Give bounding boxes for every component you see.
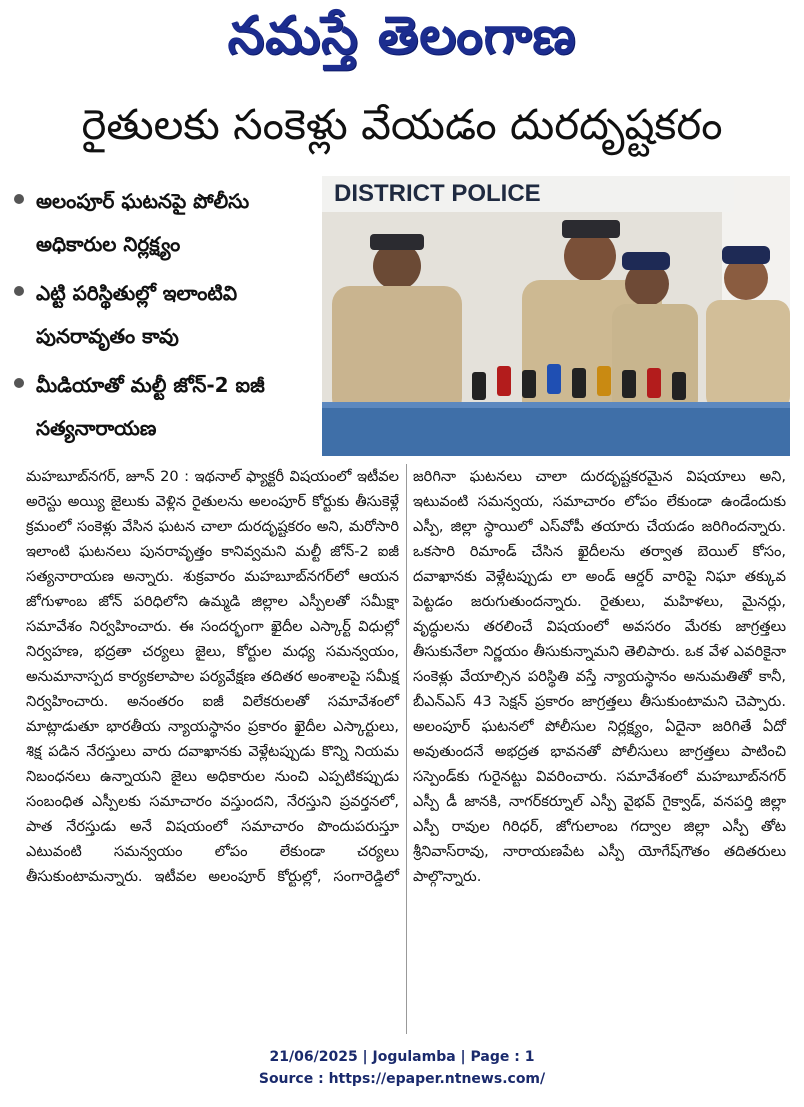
police-officers-illustration bbox=[322, 176, 790, 456]
photo-banner-text: DISTRICT POLICE bbox=[322, 176, 734, 212]
article-body bbox=[26, 464, 786, 1034]
masthead-title: నమస్తే తెలంగాణ bbox=[227, 6, 577, 66]
bullet-text: అలంపూర్ ఘటనపై పోలీసు అధికారుల నిర్లక్ష్యం bbox=[36, 189, 250, 256]
article-text: మహబూబ్‌నగర్, జూన్ 20 : ఇథనాల్ ఫ్యాక్టరీ విషయంలో ఇటీవల అరెస్టు అయ్యి జైలుకు వెళ్లిన రైతులను అలంపూర్ కోర్టుకు తీసుకెళ్లే క్రమంలో సంకెళ్లు వేసిన ఘటన చాలా దురదృష్టకరం అని, మరోసారి ఇలాంటి ఘటనలు పునరావృత్తం కానివ్వమని మల్టీ జోన్-2 ఐజీ సత్యనారాయణ అన్నారు. శుక్రవారం మహబూబ్‌నగర్‌లో ఆయన జోగుళాంబ జోన్ పరిధిలోని ఉమ్మడి జిల్లాల ఎస్పీలతో సమీక్షా సమావేశం నిర్వహించారు. ఈ సందర్భంగా ఖైదీల ఎస్కార్ట్ విధుల్లో నిర్వహణ, భద్రతా చర్యలు జైలు, కోర్టుల మధ్య సమన్వయం, అనుమానాస్పద కార్యకలాపాల పర్యవేక్షణ తదితర అంశాలపై సమీక్ష నిర్వహించారు. అనంతరం ఐజీ విలేకరులతో సమావేశంలో మాట్లాడుతూ భారతీయ న్యాయస్థానం ప్రకారం ఖైదీల ఎస్కార్టులు, శిక్ష పడిన నేరస్తులు వారు దవాఖానకు వెళ్లేటప్పుడు కొన్ని నియమ నిబంధనలు ఉన్నాయని జైలు అధికారుల నుంచి ఎప్పటికప్పుడు సంబంధిత ఎస్పీలకు సమాచారం వస్తుందని, నేరస్తుని ప్రవర్తనలో, పాత నేరస్తుడు అనే విషయంలో సమాచారం పొందుపరుస్తూ ఎటువంటి సమన్వయం లోపం లేకుండా చర్యలు తీసుకుంటామన్నారు. ఇటీవల అలంపూర్ కోర్టుల్లో, సంగారెడ్డిలో జరిగినా ఘటనలు చాలా దురదృష్టకరమైన విషయాలు అని, ఇటువంటి సమన్వయ, సమాచారం లోపం లేకుండా ఉండేందుకు ఎస్పీ, జిల్లా స్థాయిలో ఎస్‌వోపీ తయారు చేయడం జరిగిందన్నారు. ఒకసారి రిమాండ్ చేసిన ఖైదీలను తర్వాత బెయిల్ కోసం, దవాఖానకు వెళ్లేటప్పుడు లా అండ్ ఆర్డర్ వారిపై నిఘా తక్కువ పెట్టడం జరుగుతుందన్నారు. రైతులు, మహిళలు, మైనర్లు, వృద్ధులను తరలించే విషయంలో అవసరం మేరకు జాగ్రత్తలు తీసుకునేలా నిర్ణయం తీసుకున్నామని తెలిపారు. ఒక వేళ ఎవరికైనా సంకెళ్లు వేయాల్సిన పరిస్థితి వస్తే న్యాయస్థానం అనుమతితో కానీ, బీఎన్‌ఎస్ 43 సెక్షన్ ప్రకారం జాగ్రత్తలు తీసుకుంటామని చెప్పారు. అలంపూర్ ఘటనలో పోలీసుల నిర్లక్ష్యం, ఏదైనా జరిగితే ఏదో అవుతుందనే అభద్రత భావనతో పోలీసులు జాగ్రత్తలు పాటించి సస్పెండ్‌కు గురైనట్టు వివరించారు. సమావేశంలో మహబూబ్‌నగర్ ఎస్పీ డీ జానకి, నాగర్‌కర్నూల్ ఎస్పీ వైభవ్ గైక్వాడ్, వనపర్తి జిల్లా ఎస్పీ రావుల గిరిధర్, జోగులాంబ గద్వాల జిల్లా ఎస్పీ తోట శ్రీనివాస్‌రావు, నారాయణపేట ఎస్పీ యోగేష్‌గౌతం తదితరులు పాల్గొన్నారు. bbox=[26, 468, 786, 885]
highlight-bullets bbox=[10, 180, 315, 456]
bullet-item bbox=[10, 272, 315, 358]
bullet-text: మీడియాతో మల్టీ జోన్-2 ఐజీ సత్యనారాయణ bbox=[36, 373, 265, 440]
bullet-item bbox=[10, 364, 315, 450]
bullet-item bbox=[10, 180, 315, 266]
bullet-text: ఎట్టి పరిస్థితుల్లో ఇలాంటివి పునరావృతం కావు bbox=[36, 281, 238, 348]
page-footer bbox=[0, 1046, 804, 1090]
bullet-dot-icon bbox=[14, 378, 24, 388]
footer-source-link[interactable]: Source : https://epaper.ntnews.com/ bbox=[258, 1071, 546, 1087]
headline: రైతులకు సంకెళ్లు వేయడం దురదృష్టకరం bbox=[81, 100, 723, 149]
press-meet-photo bbox=[322, 176, 790, 456]
bullet-dot-icon bbox=[14, 194, 24, 204]
footer-date-edition: 21/06/2025 | Jogulamba | Page : 1 bbox=[269, 1049, 535, 1065]
bullet-dot-icon bbox=[14, 286, 24, 296]
